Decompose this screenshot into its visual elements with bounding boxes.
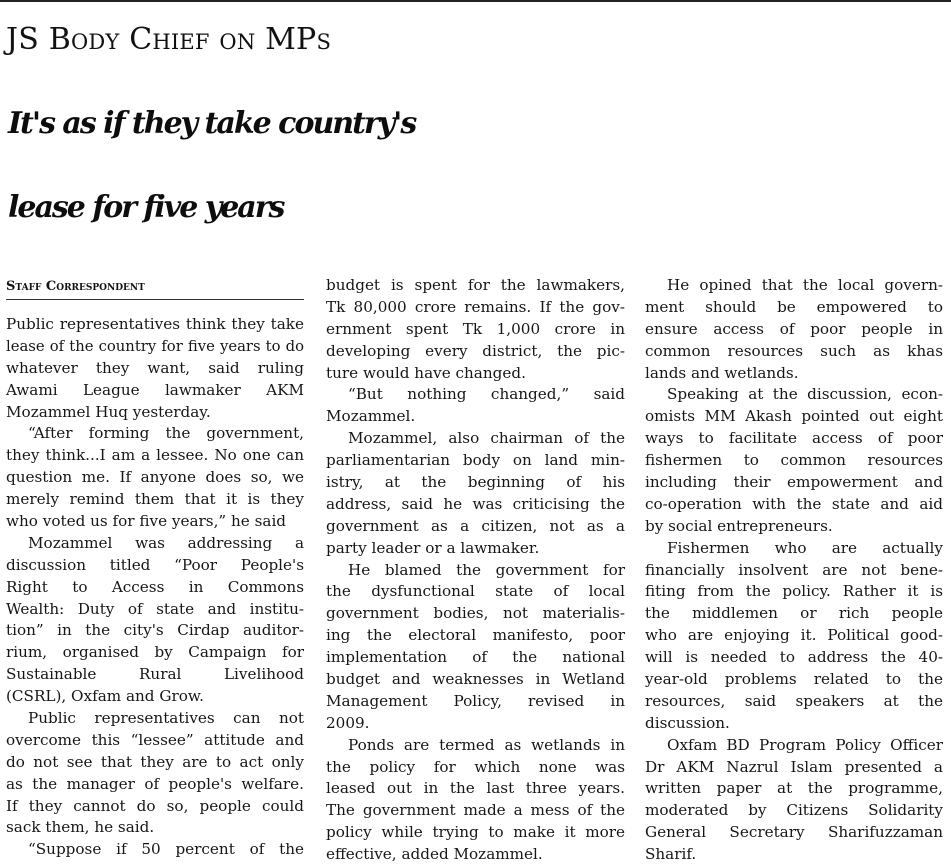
column-line: Mozammel, also chairman of the <box>348 429 625 448</box>
column-line: they think...I am a lessee. No one can <box>6 446 304 465</box>
headline <box>8 82 951 250</box>
column-line: If they cannot do so, people could <box>6 796 304 815</box>
column-line: Mozammel. <box>326 407 416 426</box>
column-line: moderated by Citizens Solidarity <box>645 801 943 820</box>
column-line: “But nothing changed,” said <box>348 385 625 404</box>
column-line: the policy for which none was <box>326 757 625 776</box>
column-line: year-old problems related to the <box>645 670 943 689</box>
article-column-2 <box>326 275 625 866</box>
column-line: lease of the country for five years to do <box>6 337 304 355</box>
column-line: effective, added Mozammel. <box>326 845 543 864</box>
column-line: ment should be empowered to <box>645 297 943 316</box>
column-line: Public representatives think they take <box>6 315 304 333</box>
column-line: as the manager of people's welfare. <box>6 774 304 793</box>
column-line: Mozammel was addressing a <box>28 533 304 552</box>
column-line: ensure access of poor people in <box>645 319 943 338</box>
column-line: government as a citizen, not as a <box>326 516 625 535</box>
column-line: written paper at the programme, <box>645 779 943 798</box>
column-line: ernment spent Tk 1,000 crore in <box>326 319 625 338</box>
column-line: who are enjoying it. Political good- <box>645 626 943 645</box>
column-line: Wealth: Duty of state and institu- <box>6 599 304 618</box>
column-line: developing every district, the pic- <box>326 341 625 360</box>
column-line: who voted us for five years,” he said <box>6 512 287 531</box>
column-line: the dysfunctional state of local <box>326 582 625 601</box>
column-line: address, said he was criticising the <box>326 494 625 513</box>
column-line: merely remind them that it is they <box>6 490 304 509</box>
column-line: party leader or a lawmaker. <box>326 538 540 557</box>
column-line: budget and weaknesses in Wetland <box>326 670 625 689</box>
column-line: Fishermen who are actually <box>667 538 943 557</box>
column-line: including their empowerment and <box>645 473 943 492</box>
column-line: sack them, he said. <box>6 818 155 837</box>
headline-line-2: lease for five years <box>8 190 284 225</box>
column-line: Public representatives can not <box>28 709 304 728</box>
column-line: Mozammel Huq yesterday. <box>6 402 211 421</box>
column-line: the middlemen or rich people <box>645 604 943 623</box>
column-line: fishermen to common resources <box>645 451 943 470</box>
column-line: “Suppose if 50 percent of the <box>28 840 304 859</box>
column-line: common resources such as khas <box>645 341 943 360</box>
column-line: 2009. <box>326 713 370 732</box>
column-line: General Secretary Sharifuzzaman <box>645 823 943 842</box>
column-line: budget is spent for the lawmakers, <box>326 276 625 294</box>
column-line: Management Policy, revised in <box>326 691 625 710</box>
headline-line-1: It's as if they take country's <box>8 106 416 141</box>
column-line: co-operation with the state and aid <box>645 494 943 513</box>
column-line: Sustainable Rural Livelihood <box>6 665 304 684</box>
top-rule <box>0 0 951 2</box>
column-line: Dr AKM Nazrul Islam presented a <box>645 757 943 776</box>
column-line: leased out in the last three years. <box>326 779 625 798</box>
column-line: istry, at the beginning of his <box>326 473 625 492</box>
column-line: discussion. <box>645 713 730 732</box>
column-line: Ponds are termed as wetlands in <box>348 735 625 754</box>
column-line: overcome this “lessee” attitude and <box>6 730 304 749</box>
column-line: implementation of the national <box>326 648 625 667</box>
article-column-3 <box>645 275 943 866</box>
column-line: He opined that the local govern- <box>667 276 943 294</box>
column-line: will is needed to address the 40- <box>645 648 943 667</box>
column-line: do not see that they are to act only <box>6 752 304 771</box>
column-line: Speaking at the discussion, econ- <box>667 385 943 404</box>
column-line: ture would have changed. <box>326 363 526 382</box>
column-line: He blamed the government for <box>348 560 625 579</box>
column-line: discussion titled “Poor People's <box>6 555 304 574</box>
column-line: Right to Access in Commons <box>6 577 304 596</box>
column-line: Awami League lawmaker AKM <box>6 380 304 399</box>
column-line: (CSRL), Oxfam and Grow. <box>6 687 204 706</box>
column-line: question me. If anyone does so, we <box>6 468 304 487</box>
column-line: by social entrepreneurs. <box>645 516 833 535</box>
column-line: resources, said speakers at the <box>645 691 943 710</box>
column-line: “After forming the government, <box>28 424 304 443</box>
column-line: rium, organised by Campaign for <box>6 643 304 662</box>
column-line: omists MM Akash pointed out eight <box>645 407 943 426</box>
column-line: Sharif. <box>645 845 697 864</box>
article-column-1 <box>6 314 304 861</box>
column-line: ways to facilitate access of poor <box>645 429 943 448</box>
column-line: financially insolvent are not bene- <box>645 560 943 579</box>
column-line: Tk 80,000 crore remains. If the gov- <box>326 297 625 316</box>
column-line: policy while trying to make it more <box>326 823 625 842</box>
column-line: parliamentarian body on land min- <box>326 451 625 470</box>
byline: Staff Correspondent <box>6 279 304 300</box>
column-line: fiting from the policy. Rather it is <box>645 582 943 601</box>
column-line: government bodies, not materialis- <box>326 604 625 623</box>
column-line: ing the electoral manifesto, poor <box>326 626 625 645</box>
kicker: JS Body Chief on MPs <box>6 22 332 57</box>
column-line: The government made a mess of the <box>326 801 625 820</box>
column-line: lands and wetlands. <box>645 363 799 382</box>
column-line: tion” in the city's Cirdap auditor- <box>6 621 304 640</box>
column-line: Oxfam BD Program Policy Officer <box>667 735 943 754</box>
column-line: whatever they want, said ruling <box>6 358 304 377</box>
